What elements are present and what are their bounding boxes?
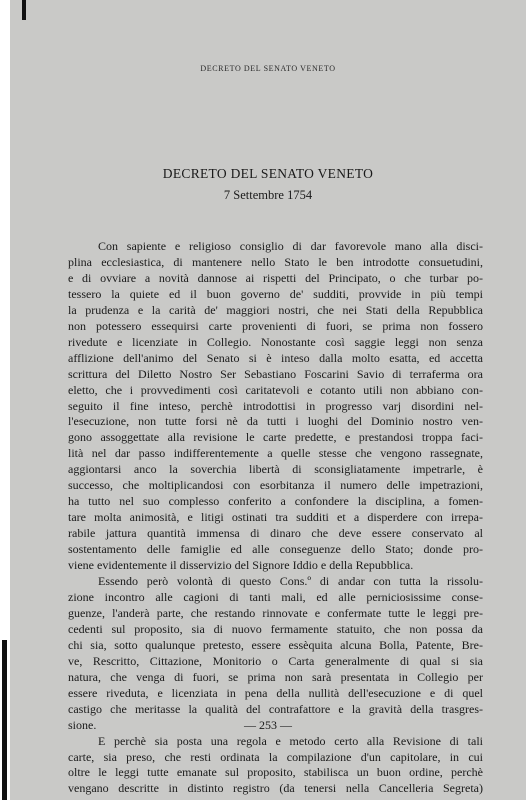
text-line: ha tutto nel suo complesso conferito a confondere la disciplina, a fomen- xyxy=(68,494,483,509)
text-line: plina ecclesiastica, di mantenere nello Stato le ben introdotte consuetudini, xyxy=(68,254,483,269)
text-line: eletto, che i provvedimenti così caritatevoli e cotanto utili non abbiano con- xyxy=(68,382,483,397)
scan-corner-mark xyxy=(22,0,26,20)
document-date: 7 Settembre 1754 xyxy=(223,188,313,202)
text-line: Con sapiente e religioso consiglio di dar favorevole mano alla disci- xyxy=(98,239,483,253)
text-line: zione incontro alle cagioni di tanti mali, ed alle perniciosissime conse- xyxy=(68,589,483,604)
text-line: castigo che meritasse la qualità del contrafattore e la gravità della trasgres- xyxy=(68,701,483,716)
text-line: cedenti sul proposito, sia di nuovo fermamente statuito, che non possa da xyxy=(68,621,483,636)
text-line: natura, che venga di fuori, se prima non sarà presentata in Collegio per xyxy=(68,669,483,684)
text-line: viene evidentemente il disservizio del Signore Iddio e della Repubblica. xyxy=(68,558,414,573)
text-line: Essendo però volontà di questo Cons.º di andar con tutta la rissolu- xyxy=(98,574,483,589)
text-line: e di ovviare a novità dannose ai rispetti del Principato, o che turbar po- xyxy=(68,270,483,285)
text-line: guenze, l'anderà parte, che restando rinnovate e confermate tutte le leggi pre- xyxy=(68,605,483,620)
text-line: rabile jattura quantità immensa di dinaro che deve essere conservato al xyxy=(68,526,483,541)
document-title: DECRETO DEL SENATO VENETO xyxy=(162,166,374,181)
text-line: lità nel dar passo indifferentemente a quelle stesse che vengono rassegnate, xyxy=(68,446,483,461)
running-head: DECRETO DEL SENATO VENETO xyxy=(200,64,336,73)
text-line: E perchè sia posta una regola e metodo certo alla Revisione di tali xyxy=(98,733,483,748)
text-line: successo, che moltiplicandosi con esorbitanza il numero delle impetrazioni, xyxy=(68,478,483,493)
text-line: l'esecuzione, non tutte forsi nè da tutti i luoghi del Dominio nostro ven- xyxy=(68,414,483,429)
text-line: oltre le leggi tutte emanate sul proposito, stabilisca un buon ordine, perchè xyxy=(68,765,483,780)
text-line: aggiontarsi anco la soverchia libertà di sconsigliatamente impetrarle, è xyxy=(68,462,483,477)
text-line: rivedute e licenziate in Collegio. Nonostante così saggie leggi non senza xyxy=(68,334,483,349)
text-line: vengano descritte in distinto registro (da tenersi nella Cancelleria Segreta) xyxy=(68,781,483,796)
text-line: ve, Rescritto, Cittazione, Monitorio o Carta generalmente di qual si sia xyxy=(68,653,483,668)
text-line: sostentamento delle famiglie ed alle conseguenze dello Stato; donde pro- xyxy=(68,542,483,557)
text-line: carte, sia preso, che resti ordinata la compilazione d'un capitolare, in cui xyxy=(68,749,483,764)
page-number: — 253 — xyxy=(244,718,292,732)
text-line: gono assoggettate alla revisione le carte predette, e prestandosi troppa faci- xyxy=(68,430,483,445)
text-line: sione. xyxy=(68,717,97,732)
text-line: la prudenza e la carità de' maggiori nostri, che nei Stati della Repubblica xyxy=(68,302,483,317)
book-page xyxy=(10,0,526,800)
text-line: afflizione dell'animo del Senato si è inteso dalla molto esatta, ed accetta xyxy=(68,350,483,365)
body-text xyxy=(68,239,483,797)
text-line: scrittura del Diletto Nostro Ser Sebastiano Foscarini Savio di terraferma ora xyxy=(68,366,483,381)
scan-edge-mark xyxy=(2,640,7,800)
text-line: seguito il fine inteso, perchè introdottisi in progresso varj disordini nel- xyxy=(68,398,483,413)
text-line: tessero la quiete ed il buon governo de' sudditi, provvide in più tempi xyxy=(68,286,483,301)
text-line: non potessero essequirsi carte provenienti di fuori, se prima non fossero xyxy=(68,318,483,333)
text-line: tare molta animosità, e litigi ostinati tra sudditi et a disperdere con irrepa- xyxy=(68,510,483,525)
text-line: essere riveduta, e licenziata in pena della nullità dell'esecuzione e di quel xyxy=(68,685,483,700)
text-line: chi sia, sotto qualunque pretesto, essere essèquita alcuna Bolla, Patente, Bre- xyxy=(68,637,483,652)
